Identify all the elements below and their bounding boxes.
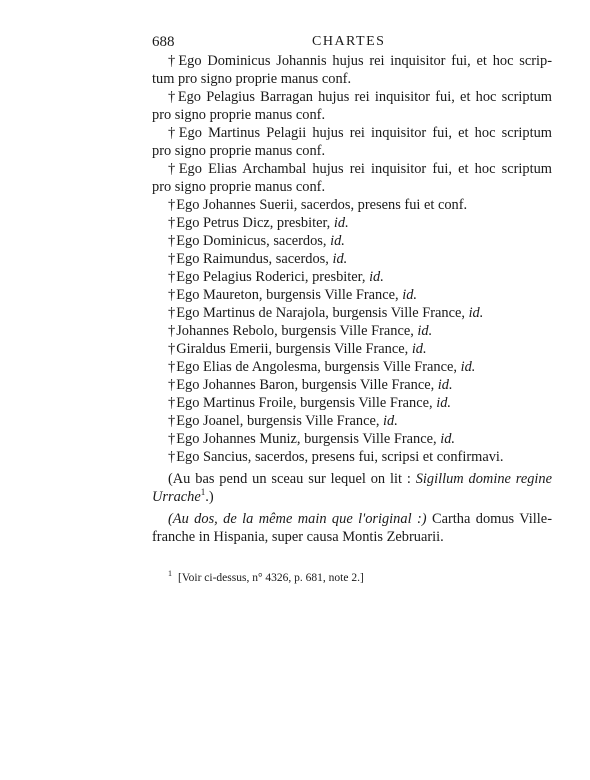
seal-note-continuation: Urrache$^1$.): [152, 487, 214, 505]
signatory-continuation: pro signo proprie manus conf.: [152, 107, 326, 123]
signatory-text: Ego Martinus Pelagii hujus rei inquisitor fui, et hoc scriptum: [178, 125, 552, 141]
signatory-line: †Ego Martinus de Narajola, burgensis Ville France, id.: [168, 305, 484, 321]
cross-symbol: †: [168, 305, 176, 321]
signatory-line: †Giraldus Emerii, burgensis Ville France, id.: [168, 341, 427, 357]
signatory-line: †Johannes Rebolo, burgensis Ville France, id.: [168, 323, 433, 339]
signatory-line: †Ego Johannes Suerii, sacerdos, presens fui et conf.: [168, 197, 468, 213]
signatory-entry: [152, 52, 552, 70]
cross-symbol: †: [168, 251, 176, 267]
signatory-line: †Ego Maureton, burgensis Ville France, id.: [168, 287, 418, 303]
cross-symbol: †: [168, 431, 176, 447]
signatory-entry: [152, 160, 552, 178]
dorse-note: (Au dos, de la même main que l'original :) Cartha domus Ville-: [168, 511, 552, 527]
cross-symbol: †: [168, 341, 176, 357]
signatory-continuation: pro signo proprie manus conf.: [152, 179, 326, 195]
cross-symbol: †: [168, 161, 178, 177]
signatory-line: †Ego Johannes Muniz, burgensis Ville France, id.: [168, 431, 455, 447]
signatory-entry: [152, 124, 552, 142]
cross-symbol: †: [168, 89, 177, 105]
cross-symbol: †: [168, 53, 178, 69]
signatory-continuation: tum pro signo proprie manus conf.: [152, 71, 352, 87]
signatory-line: †Ego Pelagius Roderici, presbiter, id.: [168, 269, 384, 285]
signatory-text: Ego Dominicus Johannis hujus rei inquisitor fui, et hoc scrip-: [178, 53, 553, 69]
page-number: 688: [152, 34, 175, 50]
footnote-text: [Voir ci-dessus, n° 4326, p. 681, note 2.]: [178, 571, 364, 584]
seal-note: (Au bas pend un sceau sur lequel on lit : Sigillum domine regine: [168, 471, 553, 487]
cross-symbol: †: [168, 233, 176, 249]
cross-symbol: †: [168, 395, 176, 411]
charter-body: [152, 52, 552, 546]
cross-symbol: †: [168, 359, 176, 375]
footnote: [152, 569, 552, 584]
footnote-reference: 1: [200, 487, 206, 498]
signatory-text: Ego Pelagius Barragan hujus rei inquisitor fui, et hoc scriptum: [177, 89, 552, 105]
cross-symbol: †: [168, 323, 176, 339]
cross-symbol: †: [168, 413, 176, 429]
running-title: CHARTES: [312, 34, 386, 49]
signatory-line: †Ego Elias de Angolesma, burgensis Ville France, id.: [168, 359, 476, 375]
page-header: [152, 34, 552, 54]
cross-symbol: †: [168, 125, 178, 141]
cross-symbol: †: [168, 449, 176, 465]
signatory-text: Ego Elias Archambal hujus rei inquisitor fui, et hoc scriptum: [178, 161, 552, 177]
signatory-entry: [152, 88, 552, 106]
cross-symbol: †: [168, 287, 176, 303]
signatory-line: †Ego Sancius, sacerdos, presens fui, scripsi et confirmavi.: [168, 449, 504, 465]
signatory-line: †Ego Petrus Dicz, presbiter, id.: [168, 215, 349, 231]
signatory-line: †Ego Joanel, burgensis Ville France, id.: [168, 413, 398, 429]
signatory-line: †Ego Dominicus, sacerdos, id.: [168, 233, 345, 249]
cross-symbol: †: [168, 197, 176, 213]
signatory-line: †Ego Johannes Baron, burgensis Ville France, id.: [168, 377, 453, 393]
signatory-continuation: pro signo proprie manus conf.: [152, 143, 326, 159]
cross-symbol: †: [168, 215, 176, 231]
signatory-line: †Ego Martinus Froile, burgensis Ville France, id.: [168, 395, 452, 411]
cross-symbol: †: [168, 269, 176, 285]
signatory-line: †Ego Raimundus, sacerdos, id.: [168, 251, 348, 267]
footnote-marker: 1: [168, 569, 172, 578]
dorse-note-continuation: franche in Hispania, super causa Montis Zebruarii.: [152, 529, 444, 545]
cross-symbol: †: [168, 377, 176, 393]
